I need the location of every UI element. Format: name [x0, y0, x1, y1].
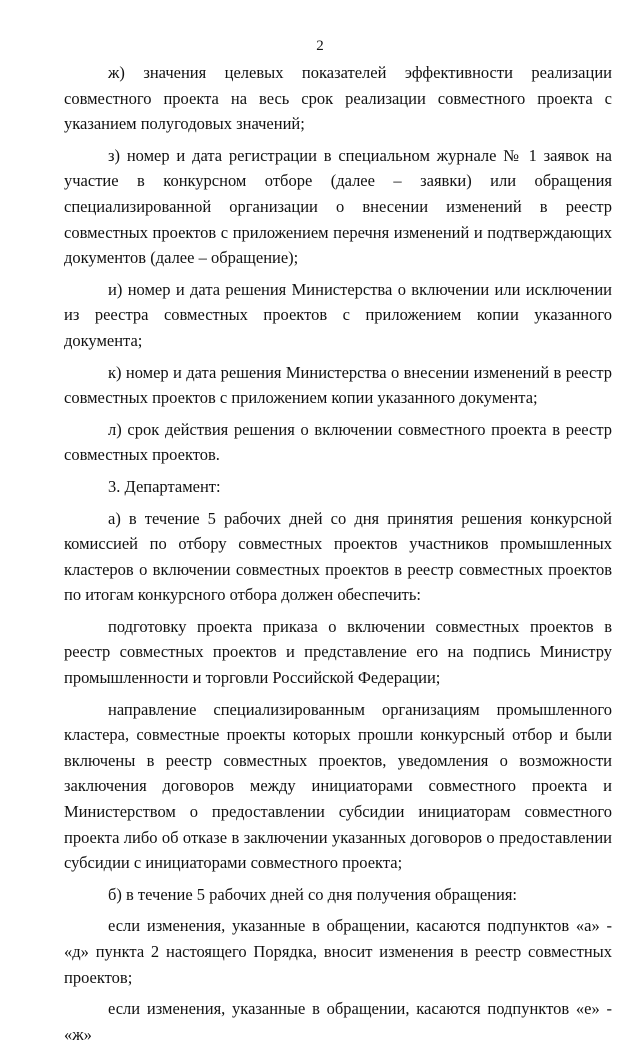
paragraph-a: а) в течение 5 рабочих дней со дня принятия решения конкурсной комиссией по отбору совместных проектов участников промышленных кластеров о включении совместных проектов в реестр совместных проектов по итогам конкурсного отбора должен обеспечить:: [64, 508, 612, 605]
paragraph-k: к) номер и дата решения Министерства о внесении изменений в реестр совместных проектов с приложением копии указанного документа;: [64, 362, 612, 408]
document-body: [64, 60, 612, 1053]
paragraph-b: б) в течение 5 рабочих дней со дня получения обращения:: [108, 884, 518, 904]
page-number: 2: [316, 38, 324, 54]
paragraph-z: з) номер и дата регистрации в специальном журнале № 1 заявок на участие в конкурсном отборе (далее – заявки) или обращения специализированной организации о внесении изменений в реестр совместных проектов с приложением перечня изменений и подтверждающих документов (далее – обращение);: [64, 145, 612, 268]
section-3-heading: 3. Департамент:: [108, 476, 221, 496]
paragraph-order-preparation: подготовку проекта приказа о включении совместных проектов в реестр совместных проектов и представление его на подпись Министру промышленности и торговли Российской Федерации;: [64, 616, 612, 688]
paragraph-zh: ж) значения целевых показателей эффективности реализации совместного проекта на весь срок реализации совместного проекта с указанием полугодовых значений;: [64, 63, 612, 134]
paragraph-changes-e-zh: если изменения, указанные в обращении, касаются подпунктов «е» - «ж»: [64, 999, 612, 1044]
paragraph-l: л) срок действия решения о включении совместного проекта в реестр совместных проектов.: [64, 419, 612, 465]
paragraph-i: и) номер и дата решения Министерства о включении или исключении из реестра совместных проектов с приложением копии указанного документа;: [64, 279, 612, 350]
paragraph-changes-a-d: если изменения, указанные в обращении, касаются подпунктов «а» - «д» пункта 2 настоящего Порядка, вносит изменения в реестр совместных проектов;: [64, 916, 612, 987]
paragraph-notification: направление специализированным организациям промышленного кластера, совместные проекты которых прошли конкурсный отбор и были включены в реестр совместных проектов, уведомления о возможности заключения договоров между инициаторами совместного проекта и Министерством о предоставлении субсидии инициаторам совместного проекта либо об отказе в заключении указанных договоров о предоставлении субсидии с инициаторами совместного проекта;: [64, 699, 612, 873]
